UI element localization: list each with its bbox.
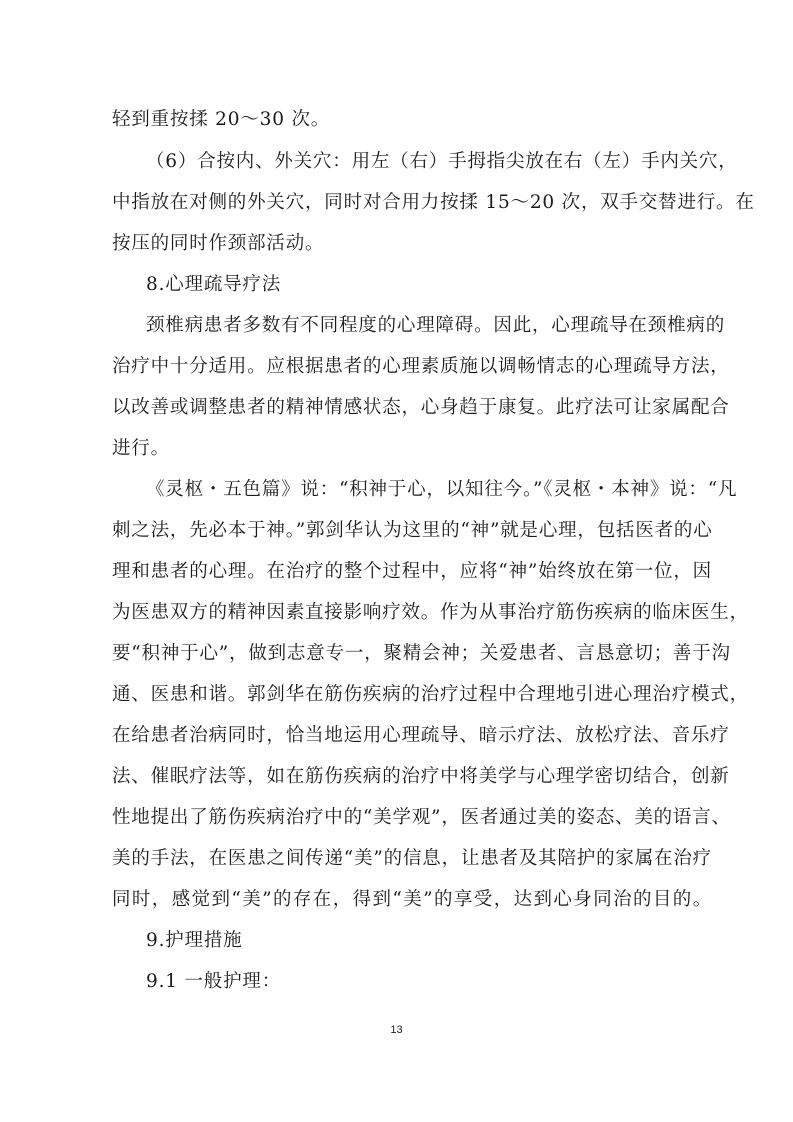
body-text-line: 进行。	[112, 438, 170, 459]
body-text-line: 通、医患和谐。郭剑华在筋伤疾病的治疗过程中合理地引进心理治疗模式，	[112, 684, 749, 705]
page-number: 13	[390, 1024, 403, 1036]
body-text-line: 按压的同时作颈部活动。	[112, 233, 325, 254]
body-text-line: 治疗中十分适用。应根据患者的心理素质施以调畅情志的心理疏导方法，	[112, 356, 730, 377]
body-text-line: 要“积神于心”，做到志意专一，聚精会神；关爱患者、言恳意切；善于沟	[112, 643, 731, 664]
body-text-line: 性地提出了筋伤疾病治疗中的“美学观”，医者通过美的姿态、美的语言、	[112, 807, 731, 828]
body-text-line: （6）合按内、外关穴：用左（右）手拇指尖放在右（左）手内关穴，	[146, 151, 738, 172]
body-text-line: 美的手法，在医患之间传递“美”的信息，让患者及其陪护的家属在治疗	[112, 848, 712, 869]
body-text-line: 轻到重按揉 20～30 次。	[112, 109, 331, 130]
body-text-line: 中指放在对侧的外关穴，同时对合用力按揉 15～20 次，双手交替进行。在	[112, 192, 755, 213]
body-text-line: 《灵枢・五色篇》说：“积神于心，以知往今。”《灵枢・本神》说：“凡	[146, 479, 738, 500]
section-heading: 8.心理疏导疗法	[146, 274, 282, 295]
body-text-line: 在给患者治病同时，恰当地运用心理疏导、暗示疗法、放松疗法、音乐疗	[112, 725, 730, 746]
body-text-line: 理和患者的心理。在治疗的整个过程中，应将“神”始终放在第一位，因	[112, 561, 712, 582]
section-heading: 9.护理措施	[146, 930, 243, 951]
subsection-heading: 9.1 一般护理：	[146, 971, 282, 992]
body-text-line: 以改善或调整患者的精神情感状态，心身趋于康复。此疗法可让家属配合	[112, 397, 730, 418]
body-text-line: 法、催眠疗法等，如在筋伤疾病的治疗中将美学与心理学密切结合，创新	[112, 766, 730, 787]
body-text-line: 颈椎病患者多数有不同程度的心理障碍。因此，心理疏导在颈椎病的	[146, 315, 726, 336]
body-text-line: 为医患双方的精神因素直接影响疗效。作为从事治疗筋伤疾病的临床医生，	[112, 602, 749, 623]
body-text-line: 刺之法，先必本于神。”郭剑华认为这里的“神”就是心理，包括医者的心	[112, 520, 713, 541]
body-text-line: 同时，感觉到“美”的存在，得到“美”的享受，达到心身同治的目的。	[112, 889, 712, 910]
